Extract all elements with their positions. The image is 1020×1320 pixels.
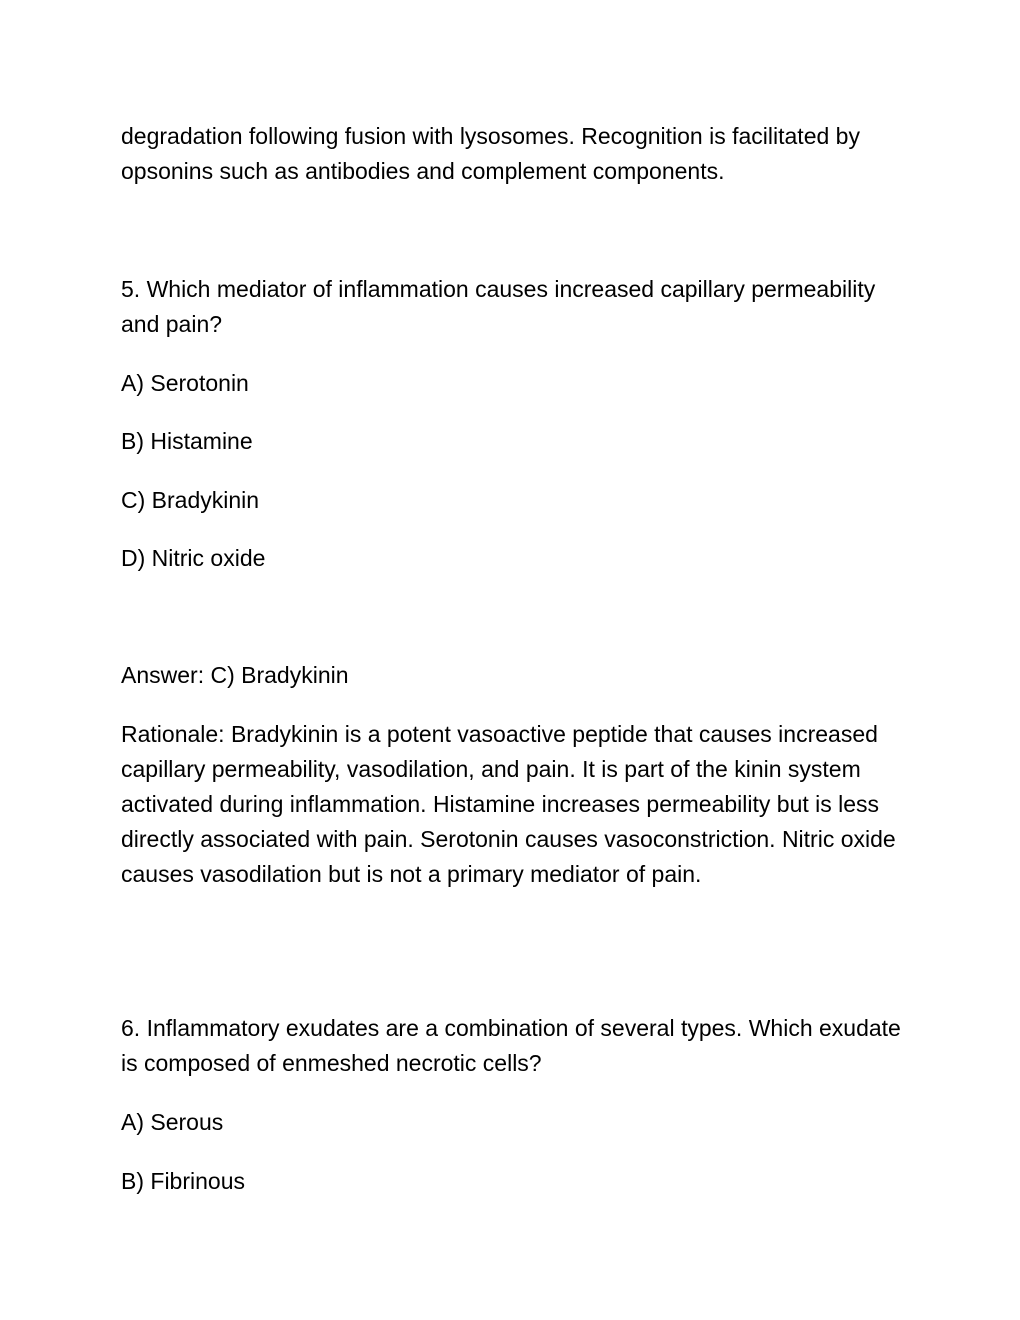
question-5-option-b: B) Histamine bbox=[121, 428, 253, 454]
question-5-option-d: D) Nitric oxide bbox=[121, 545, 266, 571]
question-5-option-c: C) Bradykinin bbox=[121, 487, 260, 513]
document-page bbox=[121, 0, 901, 1320]
question-6-option-a: A) Serous bbox=[121, 1109, 224, 1135]
continuation-paragraph: degradation following fusion with lysosomes. Recognition is facilitated by opsonins such as antibodies and complement components. bbox=[121, 123, 860, 184]
question-5-answer: Answer: C) Bradykinin bbox=[121, 662, 349, 688]
question-6-option-b: B) Fibrinous bbox=[121, 1168, 245, 1194]
question-5-rationale: Rationale: Bradykinin is a potent vasoactive peptide that causes increased capillary permeability, vasodilation, and pain. It is part of the kinin system activated during inflammation. Histamine increases permeability but is less directly associated with pain. Serotonin causes vasoconstriction. Nitric oxide causes vasodilation but is not a primary mediator of pain. bbox=[121, 721, 896, 887]
question-5-option-a: A) Serotonin bbox=[121, 370, 249, 396]
question-5-stem: 5. Which mediator of inflammation causes increased capillary permeability and pain? bbox=[121, 276, 876, 337]
question-6-stem: 6. Inflammatory exudates are a combination of several types. Which exudate is composed of enmeshed necrotic cells? bbox=[121, 1015, 901, 1076]
